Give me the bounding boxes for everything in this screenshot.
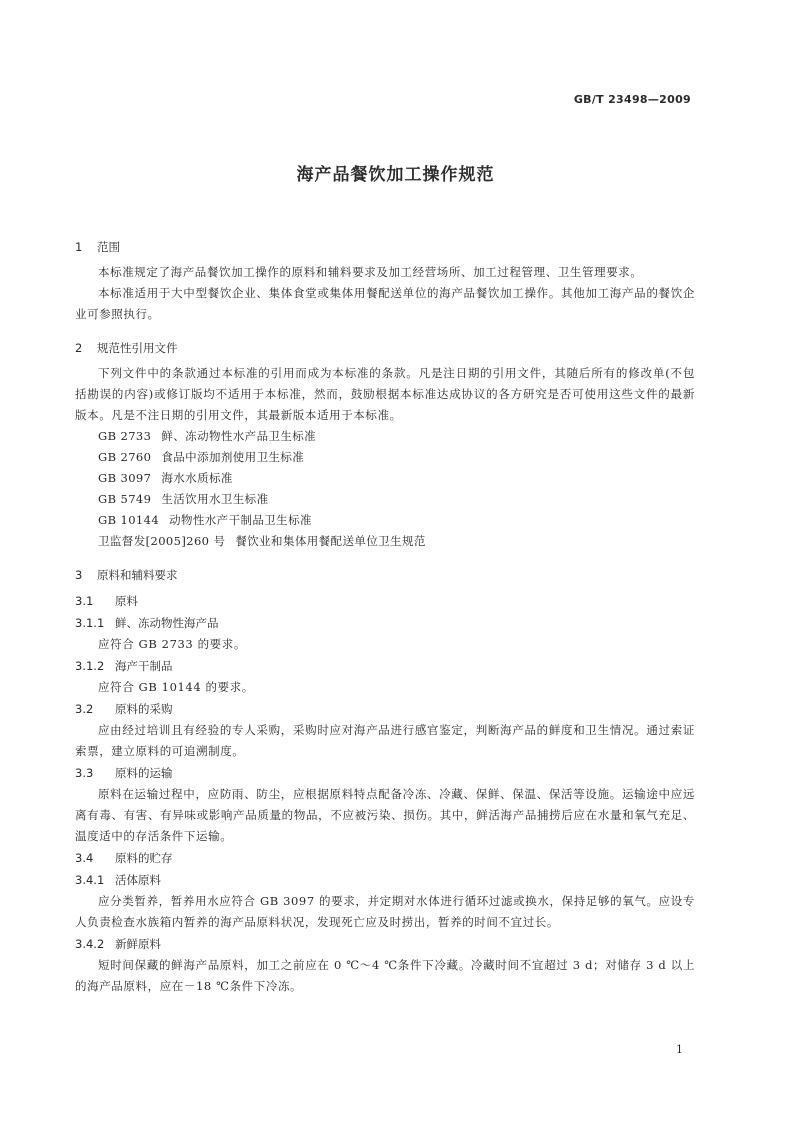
paragraph: 短时间保藏的鲜海产品原料，加工之前应在 0 ℃～4 ℃条件下冷藏。冷藏时间不宜超过 3 d；对储存 3 d 以上的海产品原料，应在－18 ℃条件下冷冻。 <box>75 958 695 993</box>
reference-code: GB 3097 <box>98 471 152 485</box>
paragraph: 原料在运输过程中，应防雨、防尘，应根据原料特点配备冷冻、冷藏、保鲜、保温、保活等设施。运输途中应远离有毒、有害、有异味或影响产品质量的物品，不应被污染、损伤。其中，鲜活海产品捕捞后应在水量和氧气充足、温度适中的存活条件下运输。 <box>75 787 695 843</box>
subsection-heading <box>75 869 695 891</box>
reference-title: 动物性水产干制品卫生标准 <box>169 513 312 527</box>
subsection-heading <box>75 698 695 720</box>
subsection-heading <box>75 612 695 634</box>
reference-item <box>98 426 695 447</box>
section-3-heading <box>75 564 695 586</box>
section-title: 原料和辅料要求 <box>97 568 178 582</box>
reference-title: 海水水质标准 <box>161 471 233 485</box>
subsection-number: 3.4.2 <box>75 937 105 951</box>
reference-code: 卫监督发[2005]260 号 <box>98 534 226 548</box>
document-title: 海产品餐饮加工操作规范 <box>296 165 495 185</box>
subsection-title: 原料的采购 <box>115 702 173 716</box>
paragraph: 下列文件中的条款通过本标准的引用而成为本标准的条款。凡是注日期的引用文件，其随后所有的修改单(不包括勘误的内容)或修订版均不适用于本标准，然而，鼓励根据本标准达成协议的各方研究是否可使用这些文件的最新版本。凡是不注日期的引用文件，其最新版本适用于本标准。 <box>75 366 695 422</box>
section-number: 2 <box>75 341 83 355</box>
standard-number: GB/T 23498—2009 <box>573 93 691 106</box>
section-title: 规范性引用文件 <box>97 341 178 355</box>
paragraph: 应分类暂养，暂养用水应符合 GB 3097 的要求，并定期对水体进行循环过滤或换水，保持足够的氧气。应设专人负责检查水族箱内暂养的海产品原料状况，发现死亡应及时捞出，暂养的时间不宜过长。 <box>75 894 695 929</box>
reference-title: 餐饮业和集体用餐配送单位卫生规范 <box>235 534 426 548</box>
subsection-number: 3.2 <box>75 702 94 716</box>
reference-item <box>98 531 695 552</box>
reference-code: GB 2760 <box>98 450 152 464</box>
page-number: 1 <box>676 1043 683 1056</box>
reference-item <box>98 510 695 531</box>
subsection-number: 3.4.1 <box>75 873 105 887</box>
reference-item <box>98 468 695 489</box>
section-1-heading <box>75 236 695 258</box>
reference-item <box>98 489 695 510</box>
subsection-title: 原料 <box>115 594 138 608</box>
section-2-heading <box>75 337 695 359</box>
subsection-title: 原料的贮存 <box>115 851 173 865</box>
subsection-heading <box>75 655 695 677</box>
section-number: 1 <box>75 240 83 254</box>
subsection-number: 3.4 <box>75 851 94 865</box>
reference-code: GB 5749 <box>98 492 152 506</box>
reference-item <box>98 447 695 468</box>
subsection-number: 3.1 <box>75 594 94 608</box>
subsection-heading <box>75 933 695 955</box>
paragraph: 本标准规定了海产品餐饮加工操作的原料和辅料要求及加工经营场所、加工过程管理、卫生管理要求。 <box>98 265 643 279</box>
subsection-title: 活体原料 <box>115 873 161 887</box>
subsection-heading <box>75 762 695 784</box>
paragraph: 应符合 GB 2733 的要求。 <box>98 637 246 651</box>
subsection-title: 原料的运输 <box>115 766 173 780</box>
document-body <box>75 230 695 997</box>
subsection-number: 3.1.1 <box>75 616 105 630</box>
subsection-heading <box>75 847 695 869</box>
paragraph: 应由经过培训且有经验的专人采购，采购时应对海产品进行感官鉴定，判断海产品的鲜度和卫生情况。通过索证索票，建立原料的可追溯制度。 <box>75 723 695 758</box>
reference-title: 鲜、冻动物性水产品卫生标准 <box>161 429 317 443</box>
paragraph: 应符合 GB 10144 的要求。 <box>98 680 254 694</box>
reference-title: 生活饮用水卫生标准 <box>161 492 269 506</box>
subsection-heading <box>75 590 695 612</box>
reference-code: GB 10144 <box>98 513 160 527</box>
reference-code: GB 2733 <box>98 429 152 443</box>
section-number: 3 <box>75 568 83 582</box>
subsection-title: 海产干制品 <box>115 659 173 673</box>
reference-title: 食品中添加剂使用卫生标准 <box>161 450 305 464</box>
section-title: 范围 <box>97 240 120 254</box>
subsection-number: 3.3 <box>75 766 94 780</box>
subsection-title: 鲜、冻动物性海产品 <box>115 616 219 630</box>
subsection-number: 3.1.2 <box>75 659 105 673</box>
paragraph: 本标准适用于大中型餐饮企业、集体食堂或集体用餐配送单位的海产品餐饮加工操作。其他加工海产品的餐饮企业可参照执行。 <box>75 286 695 321</box>
subsection-title: 新鲜原料 <box>115 937 161 951</box>
